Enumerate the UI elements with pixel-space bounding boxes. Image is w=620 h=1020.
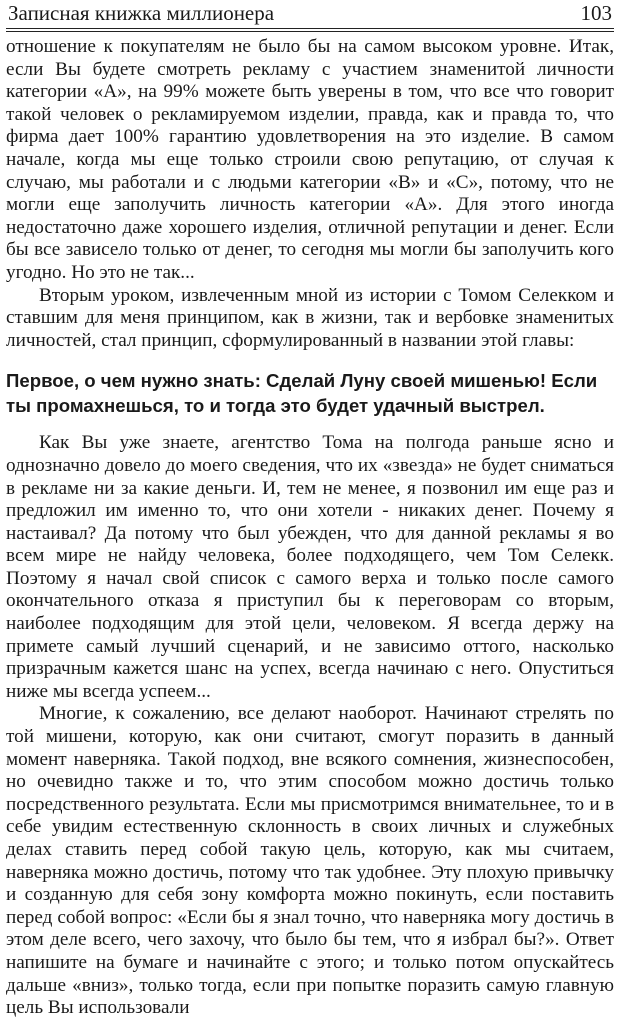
paragraph: Как Вы уже знаете, агентство Тома на полгода раньше ясно и однозначно довело до моего сведения, что их «звезда» не будет сниматься в рекламе ни за какие деньги. И, тем не менее, я позвонил им еще раз и предложил им именно то, что они хотели - никаких денег. Почему я настаивал? Да потому что был убежден, что для данной рекламы я во всем мире не найду человека, более подходящего, чем Том Селекк. Поэтому я начал свой список с самого верха и только после самого окончательного отказа я приступил бы к переговорам со вторым, наиболее подходящим для этой цели, человеком. Я всегда держу на примете самый лучший сценарий, и не зависимо оттого, насколько призрачным кажется шанс на успех, всегда начинаю с него. Опуститься ниже мы всегда успеем... bbox=[6, 432, 614, 702]
page-body bbox=[6, 36, 614, 1020]
book-title: Записная книжка миллионера bbox=[8, 1, 275, 25]
section-heading: Первое, о чем нужно знать: Сделай Луну своей мишенью! Если ты промахнешься, то и тогда это будет удачный выстрел. bbox=[6, 370, 598, 417]
paragraph-continued: отношение к покупателям не было бы на самом высоком уровне. Итак, если Вы будете смотреть рекламу с участием знаменитой личности категории «А», на 99% можете быть уверены в том, что все что говорит такой человек о рекламируемом изделии, правда, как и правда то, что фирма дает 100% гарантию удовлетворения на это изделие. В самом начале, когда мы еще только строили свою репутацию, от случая к случаю, мы работали и с людьми категории «В» и «С», потому, что не могли еще заполучить личность категории «А». Для этого иногда недостаточно даже хорошего изделия, отличной репутации и денег. Если бы все зависело только от денег, то сегодня мы могли бы заполучить кого угодно. Но это не так... bbox=[6, 36, 614, 283]
page-number: 103 bbox=[580, 1, 612, 25]
header-rule bbox=[6, 28, 614, 32]
paragraph: Вторым уроком, извлеченным мной из истории с Томом Селекком и ставшим для меня принципом, как в жизни, так и вербовке знаменитых личностей, стал принцип, сформулированный в названии этой главы: bbox=[6, 284, 614, 351]
paragraph: Многие, к сожалению, все делают наоборот. Начинают стрелять по той мишени, которую, как они считают, смогут поразить в данный момент наверняка. Такой подход, вне всякого сомнения, жизнеспособен, но очевидно также и то, что этим способом можно достичь только посредственного результата. Если мы присмотримся внимательнее, то и в себе увидим естественную склонность в своих личных и служебных делах ставить перед собой такую цель, которую, как мы считаем, наверняка можно достичь, потому что так удобнее. Эту плохую привычку и созданную для себя зону комфорта можно покинуть, если поставить перед собой вопрос: «Если бы я знал точно, что наверняка могу достичь в этом деле всего, чего захочу, что было бы тем, что я избрал бы?». Ответ напишите на бумаге и начинайте с этого; и только потом опускайтесь дальше «вниз», только тогда, если при попытке поразить самую главную цель Вы использовали bbox=[6, 703, 614, 1019]
running-header bbox=[6, 0, 614, 26]
